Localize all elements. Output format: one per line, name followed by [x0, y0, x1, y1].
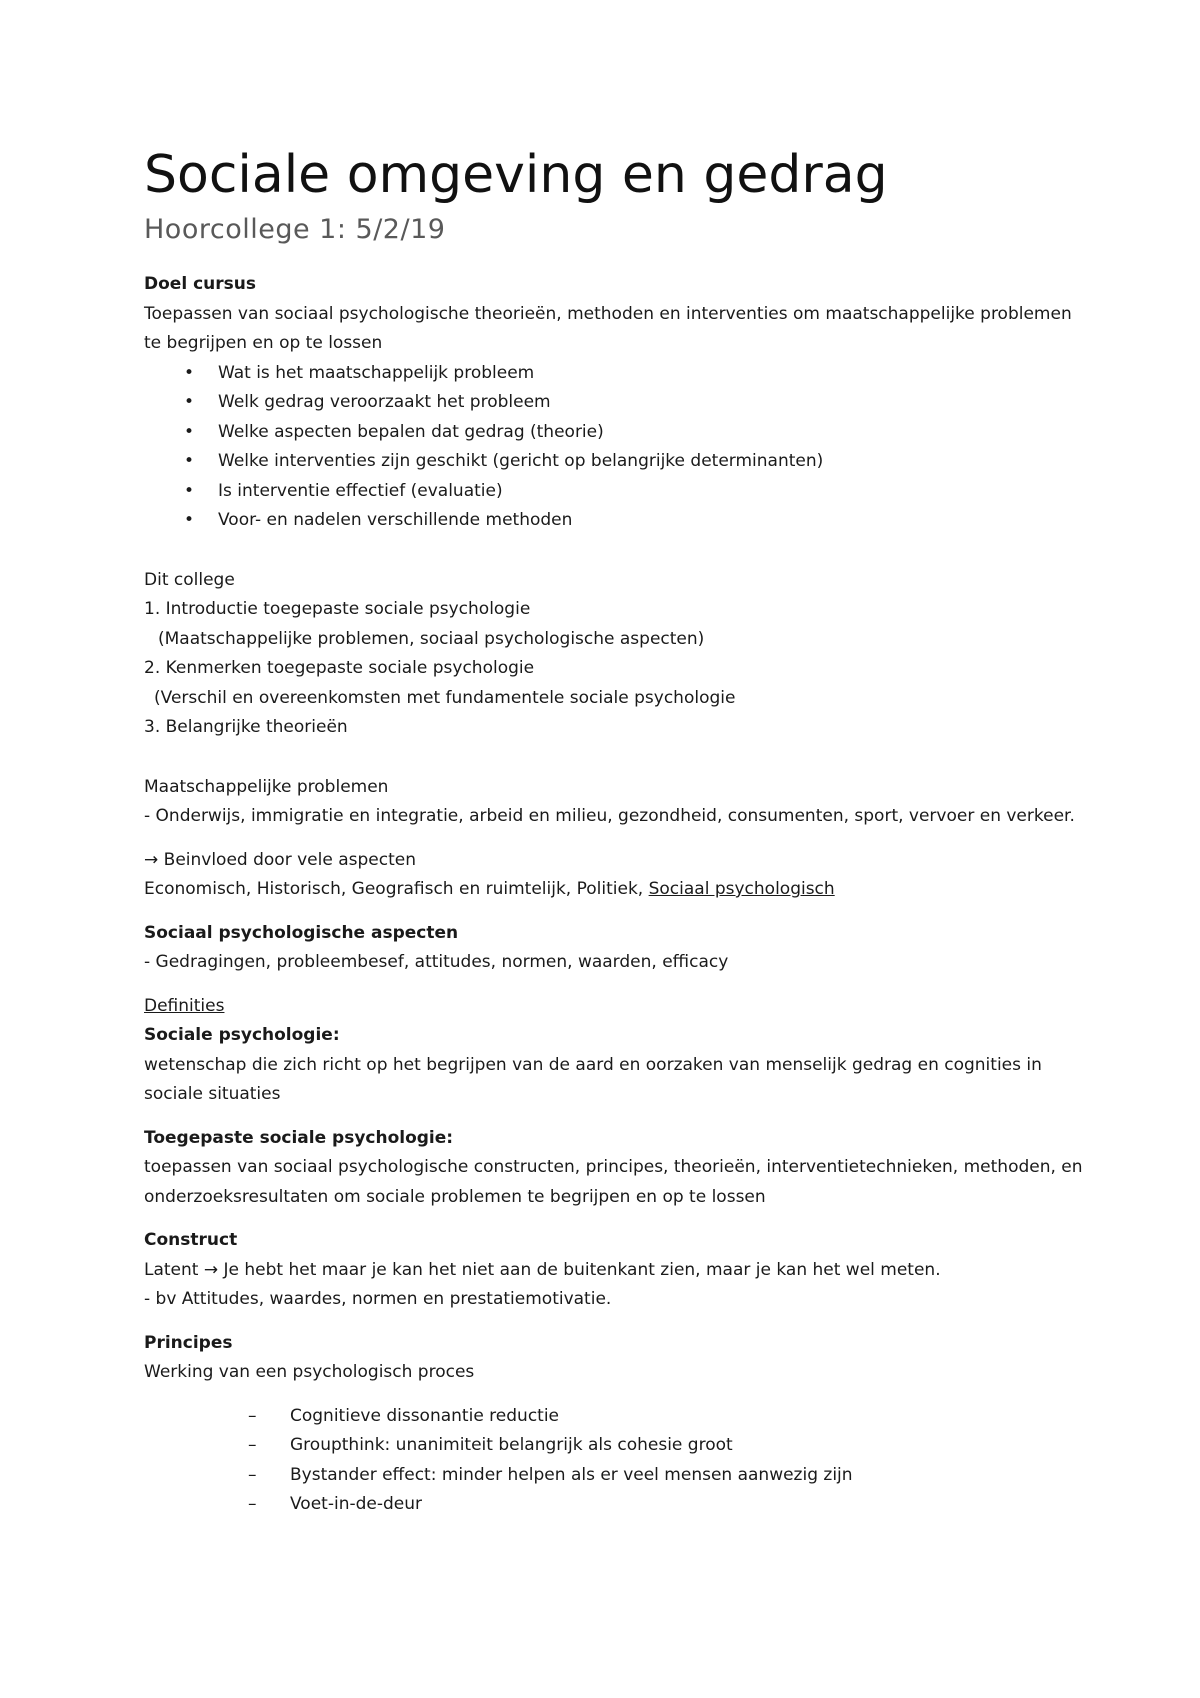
bullet-icon: •: [184, 362, 195, 383]
dit-college-item: 3. Belangrijke theorieën: [144, 717, 348, 737]
list-item-text: Wat is het maatschappelijk probleem: [218, 362, 535, 383]
aspects-line: [144, 875, 1084, 905]
sociale-psychologie-heading: Sociale psychologie:: [144, 1025, 340, 1045]
document-subtitle: Hoorcollege 1: 5/2/19: [144, 214, 446, 245]
sociaal-aspecten-heading: Sociaal psychologische aspecten: [144, 922, 459, 943]
list-item-text: Is interventie effectief (evaluatie): [218, 480, 503, 501]
bullet-icon: •: [184, 510, 195, 530]
list-item: [144, 1461, 1084, 1491]
doel-text: Toepassen van sociaal psychologische theorieën, methoden en interventies om maatschappelijke problemen te begrijpen en op te lossen: [144, 303, 1072, 353]
bullet-icon: •: [184, 480, 195, 501]
list-item-text: Voor- en nadelen verschillende methoden: [218, 510, 573, 530]
dit-college-heading: Dit college: [144, 569, 235, 590]
bullet-icon: •: [184, 392, 195, 412]
beinvloed-text: Beinvloed door vele aspecten: [158, 849, 416, 870]
latent-text: Je hebt het maar je kan het niet aan de buitenkant zien, maar je kan het wel meten.: [218, 1259, 941, 1280]
list-item: [144, 477, 1084, 507]
dash-icon: –: [248, 1405, 257, 1426]
list-item-text: Welke interventies zijn geschikt (gericht op belangrijke determinanten): [218, 451, 824, 471]
toegepaste-text: toepassen van sociaal psychologische constructen, principes, theorieën, interventietechnieken, methoden, en onderzoeksresultaten om sociale problemen te begrijpen en op te lossen: [144, 1157, 1083, 1207]
list-item: [144, 506, 1084, 536]
doel-bullet-list: [144, 359, 1084, 536]
list-item: [144, 418, 1084, 448]
dit-college-item: 1. Introductie toegepaste sociale psychologie: [144, 599, 531, 619]
arrow-right-icon: →: [144, 849, 159, 870]
list-item-text: Welk gedrag veroorzaakt het probleem: [218, 392, 551, 412]
latent-line: [144, 1256, 1084, 1286]
bullet-icon: •: [184, 451, 195, 471]
aspects-underlined: Sociaal psychologisch: [648, 879, 835, 899]
list-item: [144, 388, 1084, 418]
bullet-icon: •: [184, 421, 195, 442]
maatschappelijk-heading: Maatschappelijke problemen: [144, 776, 389, 797]
list-item-text: Voet-in-de-deur: [290, 1494, 422, 1514]
principes-dash-list: [144, 1402, 1084, 1520]
list-item-text: Bystander effect: minder helpen als er veel mensen aanwezig zijn: [290, 1464, 853, 1485]
aspects-text: Economisch, Historisch, Geografisch en ruimtelijk, Politiek,: [144, 879, 649, 899]
list-item-text: Groupthink: unanimiteit belangrijk als cohesie groot: [290, 1435, 733, 1455]
list-item: [144, 1490, 1084, 1520]
list-item-text: Welke aspecten bepalen dat gedrag (theorie): [218, 421, 604, 442]
dash-icon: –: [248, 1494, 257, 1514]
list-item-text: Cognitieve dissonantie reductie: [290, 1405, 560, 1426]
list-item: [144, 1402, 1084, 1432]
list-item: [144, 1431, 1084, 1461]
list-item: [144, 359, 1084, 389]
arrow-right-icon: →: [203, 1259, 219, 1280]
dash-icon: –: [248, 1435, 257, 1455]
latent-label: Latent: [144, 1259, 204, 1280]
definities-heading: Definities: [144, 995, 225, 1016]
dit-college-item: 2. Kenmerken toegepaste sociale psychologie: [144, 658, 535, 678]
list-item: [144, 447, 1084, 477]
doel-heading: Doel cursus: [144, 274, 256, 294]
dash-icon: –: [248, 1464, 257, 1485]
sociale-psychologie-text: wetenschap die zich richt op het begrijpen van de aard en oorzaken van menselijk gedrag en cognities in sociale situaties: [144, 1054, 1042, 1104]
toegepaste-heading: Toegepaste sociale psychologie:: [144, 1127, 454, 1148]
construct-example: - bv Attitudes, waardes, normen en prestatiemotivatie.: [144, 1289, 612, 1309]
dit-college-item: (Maatschappelijke problemen, sociaal psychologische aspecten): [158, 628, 705, 649]
dit-college-item: (Verschil en overeenkomsten met fundamentele sociale psychologie: [154, 687, 736, 708]
construct-heading: Construct: [144, 1230, 238, 1250]
maatschappelijk-text: - Onderwijs, immigratie en integratie, arbeid en milieu, gezondheid, consumenten, sport, vervoer en verkeer.: [144, 806, 1075, 826]
sociaal-aspecten-text: - Gedragingen, probleembesef, attitudes, normen, waarden, efficacy: [144, 952, 729, 972]
document-title: Sociale omgeving en gedrag: [144, 145, 888, 205]
document-body: [144, 270, 1084, 1520]
beinvloed-line: [144, 846, 1084, 876]
principes-text: Werking van een psychologisch proces: [144, 1362, 475, 1382]
principes-heading: Principes: [144, 1332, 233, 1353]
